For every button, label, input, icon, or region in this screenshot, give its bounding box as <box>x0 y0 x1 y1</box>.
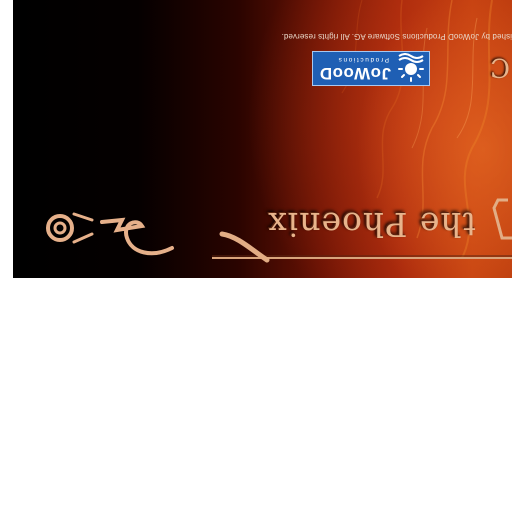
flame-streak <box>377 0 403 198</box>
copyright-notice: ished by JoWooD Productions Software AG. All rights reserved. <box>281 32 512 41</box>
jowood-logo <box>312 51 430 86</box>
logo-name: JoWooD <box>319 64 391 83</box>
phoenix-head-ornament <box>102 220 172 253</box>
flame-streak <box>412 28 427 148</box>
partial-title-glyph: C <box>490 52 510 82</box>
logo-subtitle: Productions <box>337 56 389 63</box>
game-title-banner <box>13 198 512 278</box>
game-title: the Phoenix <box>267 205 476 244</box>
game-splash-screen <box>13 0 512 278</box>
jowood-sun-icon <box>396 53 426 83</box>
flipped-splash-content <box>13 0 512 278</box>
